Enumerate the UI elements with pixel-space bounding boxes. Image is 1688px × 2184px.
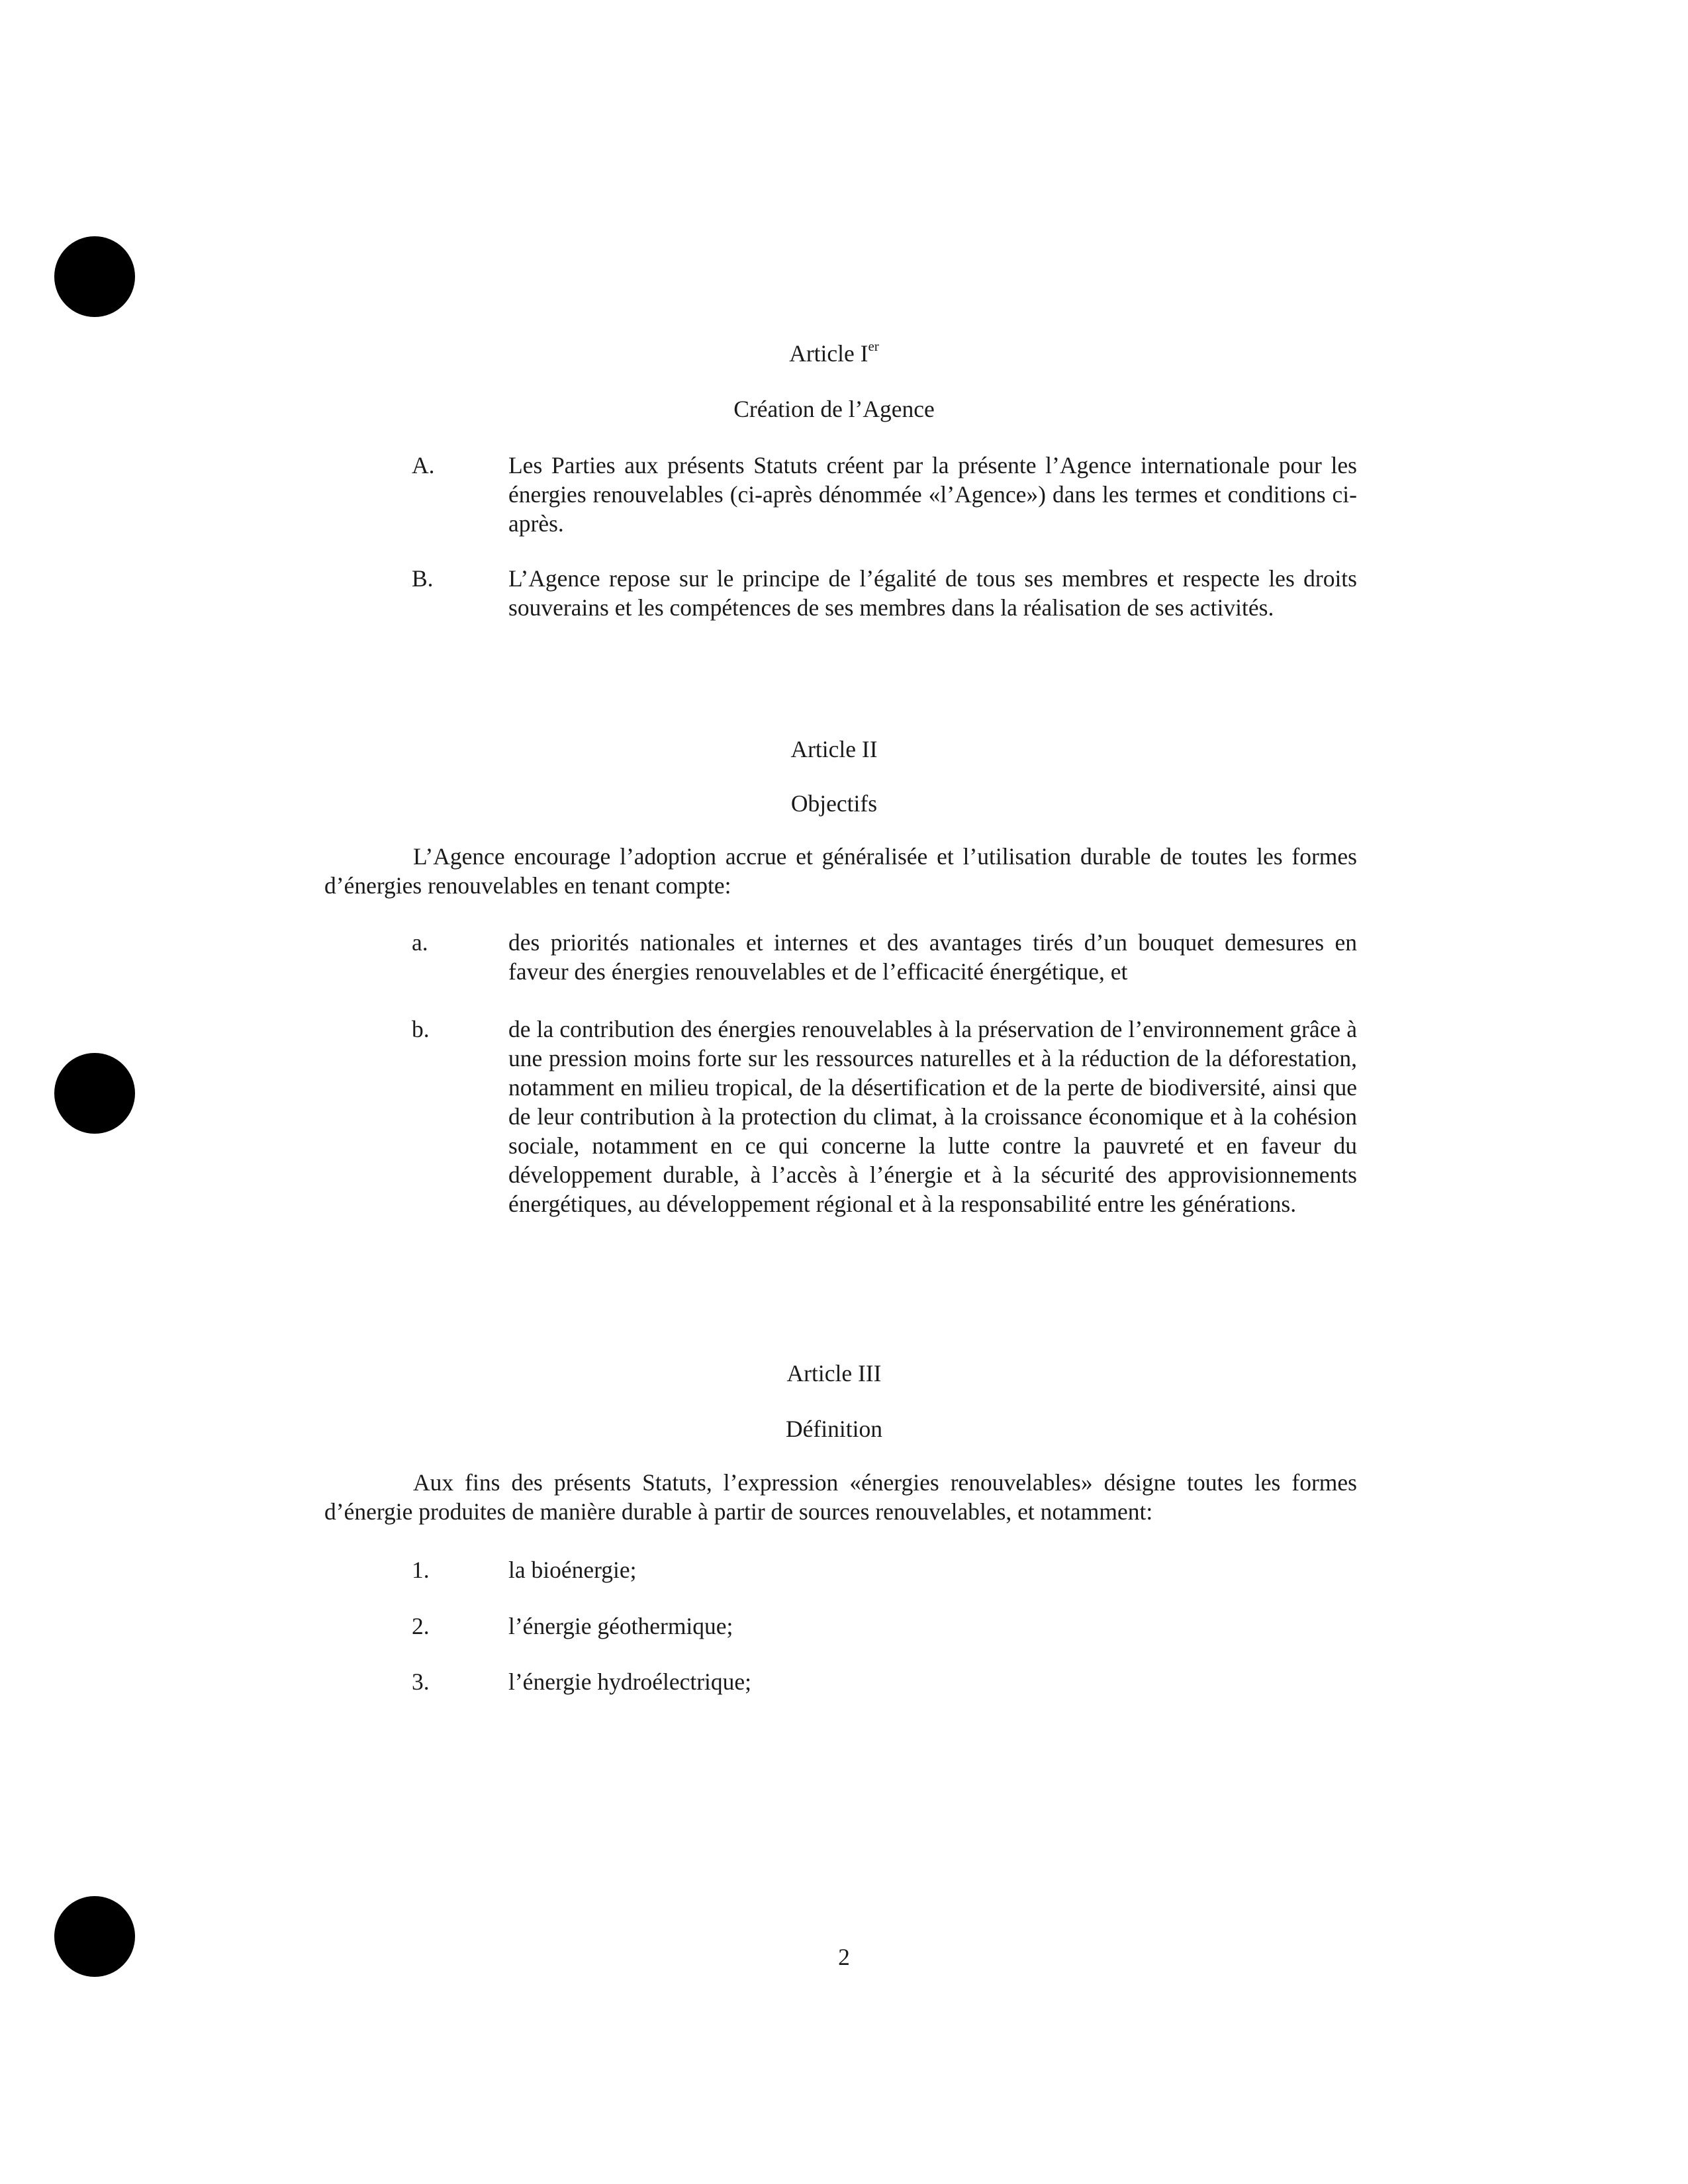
article-2-item-label: b.	[412, 1016, 430, 1042]
article-1-item-text: L’Agence repose sur le principe de l’égalité de tous ses membres et respecte les droits souverains et les compétences de ses membres dans la réalisation de ses activités.	[508, 565, 1357, 621]
article-1-heading-text: Article I	[789, 340, 868, 367]
article-3-item-label: 2.	[412, 1613, 430, 1639]
article-2-item-text: des priorités nationales et internes et des avantages tirés d’un bouquet demesures en faveur des énergies renouvelables et de l’efficacité énergétique, et	[508, 929, 1357, 985]
page-number: 2	[838, 1944, 850, 1970]
article-2-item-text: de la contribution des énergies renouvelables à la préservation de l’environnement grâce à une pression moins forte sur les ressources naturelles et à la réduction de la déforestation, notamment en milieu tropical, de la désertification et de la perte de biodiversité, ainsi que de leur contribution à la protection du climat, à la croissance économique et à la cohésion sociale, notamment en ce qui concerne la lutte contre la pauvreté et en faveur du développement durable, à l’accès à l’énergie et à la sécurité des approvisionnements énergétiques, au développement régional et à la responsabilité entre les générations.	[508, 1016, 1357, 1217]
article-2-intro: L’Agence encourage l’adoption accrue et généralisée et l’utilisation durable de toutes les formes d’énergies renouvelables en tenant compte:	[324, 843, 1357, 899]
article-3-item-label: 1.	[412, 1557, 430, 1583]
article-3-item-text: l’énergie géothermique;	[508, 1613, 733, 1639]
article-3-heading: Article III	[786, 1360, 882, 1387]
article-3-subtitle: Définition	[786, 1416, 882, 1442]
article-2-heading: Article II	[790, 736, 878, 762]
article-3-item-text: l’énergie hydroélectrique;	[508, 1668, 751, 1695]
article-2-subtitle: Objectifs	[790, 790, 878, 817]
article-1-heading-sup: er	[868, 338, 879, 354]
article-3-item-label: 3.	[412, 1668, 430, 1695]
article-3-item-text: la bioénergie;	[508, 1557, 637, 1583]
article-3-intro: Aux fins des présents Statuts, l’expression «énergies renouvelables» désigne toutes les formes d’énergie produites de manière durable à partir de sources renouvelables, et notamment:	[324, 1469, 1357, 1525]
article-1-item-text: Les Parties aux présents Statuts créent par la présente l’Agence internationale pour les énergies renouvelables (ci-après dénommée «l’Agence») dans les termes et conditions ci-après.	[508, 452, 1357, 537]
article-1-subtitle: Création de l’Agence	[733, 396, 935, 422]
article-1-item-label: A.	[412, 452, 435, 478]
article-1-heading	[311, 339, 1357, 371]
article-2-item-label: a.	[412, 929, 428, 956]
article-1-item-label: B.	[412, 565, 434, 592]
